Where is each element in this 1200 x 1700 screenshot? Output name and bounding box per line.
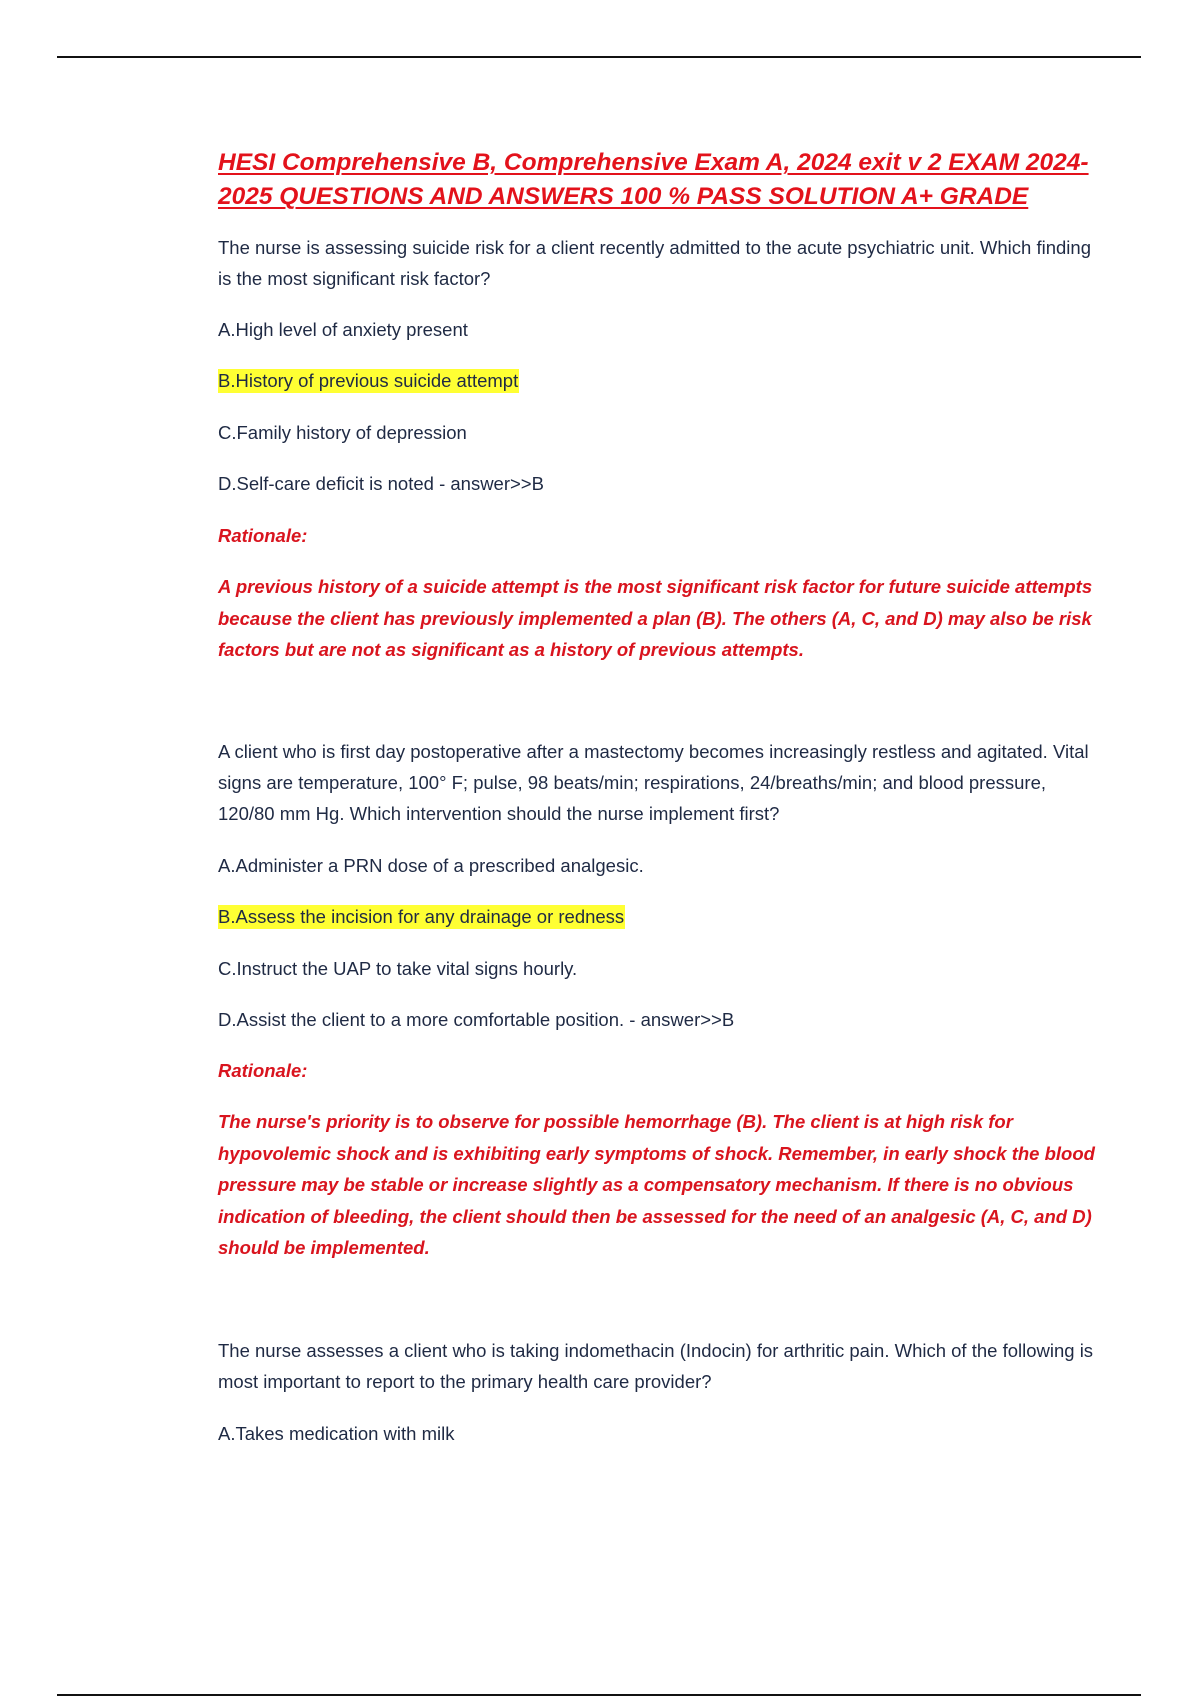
document-title: HESI Comprehensive B, Comprehensive Exam A, 2024 exit v 2 EXAM 2024-2025 QUESTIONS AND ANSWERS 100 % PASS SOLUTION A+ GRADE — [218, 149, 1089, 210]
top-rule — [57, 56, 1141, 58]
option-b-correct — [218, 365, 519, 396]
rationale-text: The nurse's priority is to observe for possible hemorrhage (B). The client is at high risk for hypovolemic shock and is exhibiting early symptoms of shock. Remember, in early shock the blood pressure may be stable or increase slightly as a compensatory mechanism. If there is no obvious indication of bleeding, the client should then be assessed for the need of an analgesic (A, C, and D) should be implemented. — [218, 1111, 1095, 1258]
question-stem: A client who is first day postoperative after a mastectomy becomes increasingly restless and agitated. Vital signs are temperature, 100° F; pulse, 98 beats/min; respirations, 24/breaths/min; and blood pressure, 120/80 mm Hg. Which intervention should the nurse implement first? — [218, 741, 1089, 824]
answer-highlight: B.Assess the incision for any drainage or redness — [218, 906, 625, 927]
question-stem: The nurse assesses a client who is taking indomethacin (Indocin) for arthritic pain. Which of the following is most important to report to the primary health care provider? — [218, 1340, 1094, 1392]
option-a: A.Takes medication with milk — [218, 1423, 455, 1444]
answer-highlight: B.History of previous suicide attempt — [218, 370, 519, 391]
rationale-text: A previous history of a suicide attempt is the most significant risk factor for future suicide attempts because the client has previously implemented a plan (B). The others (A, C, and D) may also be risk factors but are not as significant as a history of previous attempts. — [218, 576, 1093, 660]
rationale-label: Rationale: — [218, 525, 308, 546]
option-a: A.High level of anxiety present — [218, 319, 468, 340]
option-d: D.Self-care deficit is noted - answer>>B — [218, 473, 544, 494]
bottom-rule — [57, 1694, 1141, 1696]
question-stem: The nurse is assessing suicide risk for a client recently admitted to the acute psychiatric unit. Which finding is the most significant risk factor? — [218, 237, 1091, 289]
option-a: A.Administer a PRN dose of a prescribed analgesic. — [218, 855, 644, 876]
option-d: D.Assist the client to a more comfortable position. - answer>>B — [218, 1009, 735, 1030]
option-c: C.Family history of depression — [218, 422, 467, 443]
option-b-correct — [218, 901, 625, 932]
option-c: C.Instruct the UAP to take vital signs hourly. — [218, 958, 578, 979]
rationale-label: Rationale: — [218, 1060, 308, 1081]
